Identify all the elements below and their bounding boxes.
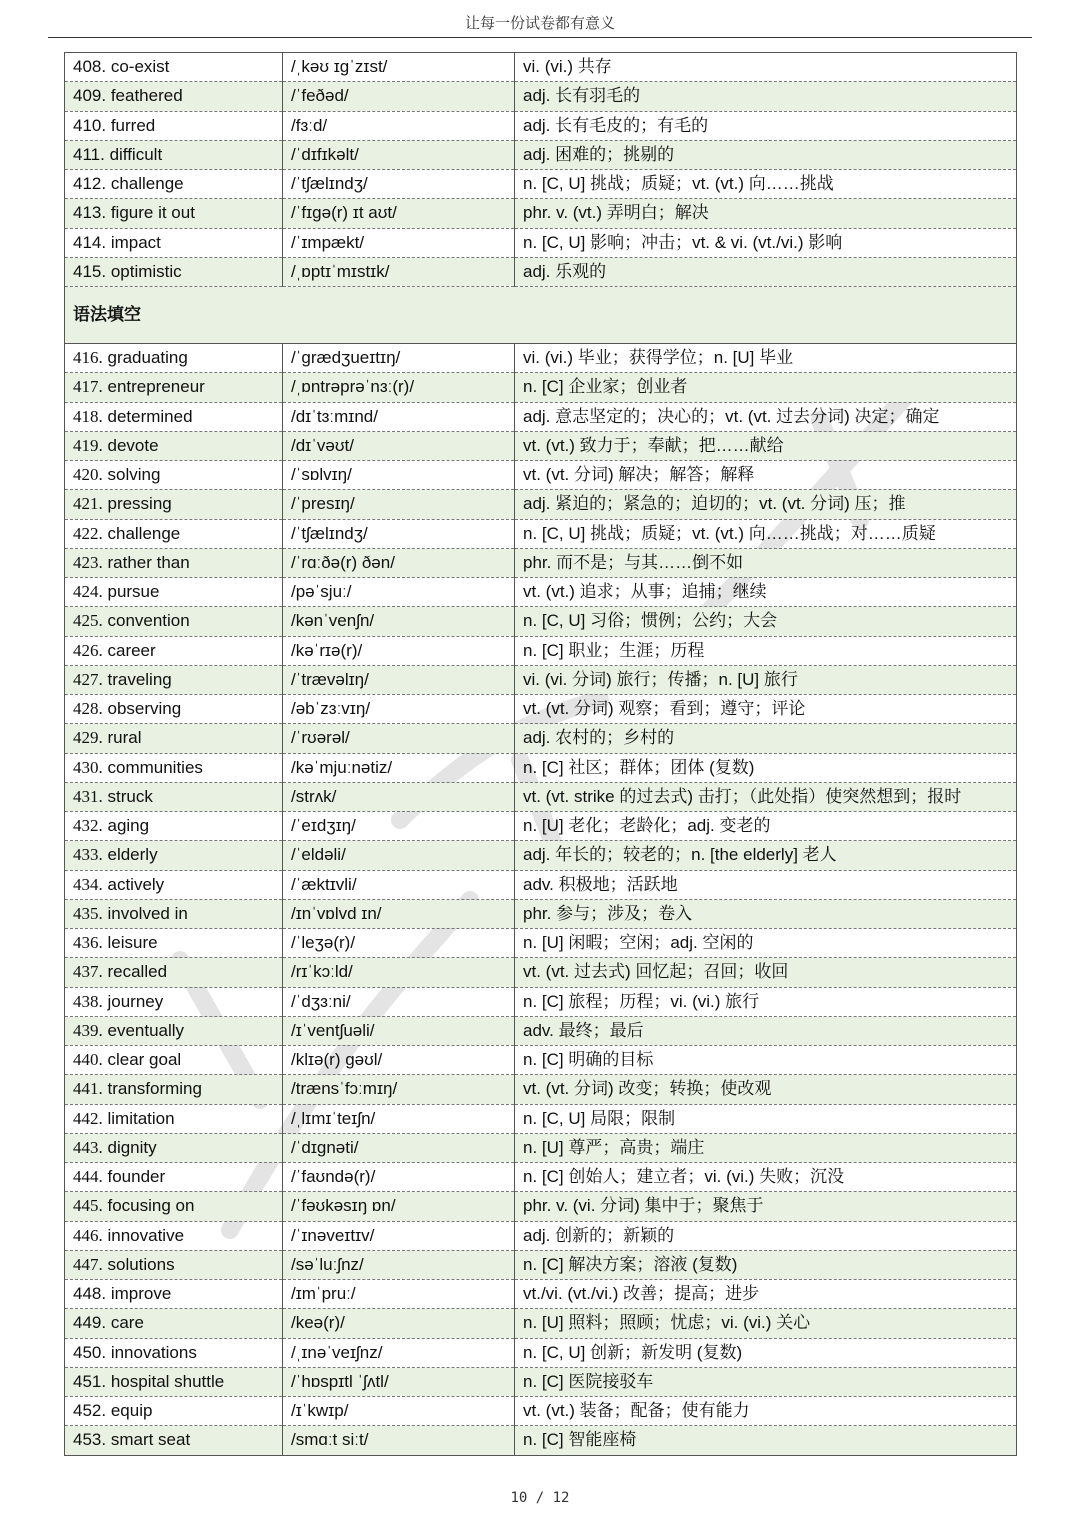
meaning-cell: vt. (vt. strike 的过去式) 击打；（此处指）使突然想到；报时 [515,782,1017,811]
meaning-cell: n. [U] 照料；照顾；忧虑；vi. (vi.) 关心 [515,1309,1017,1338]
table-row [65,665,1017,694]
word-cell [65,1367,283,1396]
entry-number: 428. [73,699,103,719]
table-row [65,548,1017,577]
word-cell [65,724,283,753]
entry-word: improve [110,1284,172,1304]
table-row [65,82,1017,111]
page-header: 让每一份试卷都有意义 [464,14,615,32]
meaning-cell: phr. 而不是；与其……倒不如 [515,548,1017,577]
word-cell [65,228,283,257]
entry-number: 409. [73,86,107,106]
entry-number: 449. [73,1313,107,1333]
table-row [65,1280,1017,1309]
word-cell [65,695,283,724]
entry-word: furred [110,115,156,135]
phonetic-cell: /ˌɒptɪˈmɪstɪk/ [283,257,515,286]
word-cell [65,402,283,431]
entry-number: 445. [73,1196,103,1216]
phonetic-cell: /ˈtrævəlɪŋ/ [283,665,515,694]
entry-word: impact [110,232,161,252]
table-row [65,870,1017,899]
meaning-cell: n. [C, U] 挑战；质疑；vt. (vt.) 向……挑战 [515,170,1017,199]
table-row [65,519,1017,548]
entry-number: 410. [73,115,107,135]
word-cell [65,1192,283,1221]
entry-word: communities [107,757,203,777]
entry-word: challenge [107,523,181,543]
section-title: 语法填空 [65,287,1017,344]
table-row [65,1104,1017,1133]
entry-number: 420. [73,465,103,485]
table-row [65,1163,1017,1192]
entry-word: limitation [107,1108,175,1128]
page-indicator: 10 / 12 [510,1490,570,1506]
meaning-cell: n. [C, U] 局限；限制 [515,1104,1017,1133]
meaning-cell: n. [C, U] 影响；冲击；vt. & vi. (vt./vi.) 影响 [515,228,1017,257]
entry-word: involved in [107,903,188,923]
entry-word: innovations [110,1342,197,1362]
entry-number: 424. [73,582,103,602]
entry-word: feathered [110,86,183,106]
table-row [65,987,1017,1016]
table-row [65,1016,1017,1045]
entry-word: co-exist [110,57,170,77]
table-row [65,1338,1017,1367]
table-row [65,228,1017,257]
entry-word: founder [107,1167,166,1187]
word-cell [65,490,283,519]
table-row [65,1221,1017,1250]
phonetic-cell: /ˈtʃælɪndʒ/ [283,519,515,548]
phonetic-cell: /ˈæktɪvli/ [283,870,515,899]
entry-number: 418. [73,406,103,426]
entry-word: clear goal [107,1050,182,1070]
phonetic-cell: /kəˈrɪə(r)/ [283,636,515,665]
meaning-cell: vi. (vi.) 毕业；获得学位；n. [U] 毕业 [515,344,1017,373]
word-cell [65,782,283,811]
word-cell [65,929,283,958]
header-rule [48,37,1032,38]
entry-number: 425. [73,611,103,631]
table-row [65,170,1017,199]
entry-number: 448. [73,1284,107,1304]
phonetic-cell: /ɪˈventʃuəli/ [283,1016,515,1045]
meaning-cell: adj. 紧迫的；紧急的；迫切的；vt. (vt. 分词) 压；推 [515,490,1017,519]
entry-number: 441. [73,1079,103,1099]
meaning-cell: adj. 乐观的 [515,257,1017,286]
word-cell [65,1075,283,1104]
table-row [65,782,1017,811]
entry-word: leisure [107,933,158,953]
entry-number: 434. [73,874,103,894]
entry-number: 438. [73,991,103,1011]
phonetic-cell: /ˈdɪfɪkəlt/ [283,140,515,169]
word-cell [65,1338,283,1367]
entry-number: 417. [73,377,103,397]
phonetic-cell: /dɪˈtɜːmɪnd/ [283,402,515,431]
table-row [65,695,1017,724]
phonetic-cell: /keə(r)/ [283,1309,515,1338]
entry-number: 451. [73,1371,107,1391]
meaning-cell: vt. (vt.) 致力于；奉献；把……献给 [515,431,1017,460]
entry-number: 415. [73,261,107,281]
meaning-cell: n. [C] 解决方案；溶液 (复数) [515,1250,1017,1279]
entry-word: recalled [107,962,168,982]
phonetic-cell: /trænsˈfɔːmɪŋ/ [283,1075,515,1104]
entry-word: struck [107,786,153,806]
meaning-cell: n. [C, U] 挑战；质疑；vt. (vt.) 向……挑战；对……质疑 [515,519,1017,548]
table-row [65,578,1017,607]
phonetic-cell: /ˈsɒlvɪŋ/ [283,461,515,490]
table-row [65,929,1017,958]
meaning-cell: n. [C] 社区；群体；团体 (复数) [515,753,1017,782]
word-cell [65,519,283,548]
meaning-cell: vt./vi. (vt./vi.) 改善；提高；进步 [515,1280,1017,1309]
meaning-cell: adj. 意志坚定的；决心的；vt. (vt. 过去分词) 决定；确定 [515,402,1017,431]
phonetic-cell: /klɪə(r) ɡəʊl/ [283,1046,515,1075]
entry-word: care [110,1313,144,1333]
phonetic-cell: /pəˈsjuː/ [283,578,515,607]
word-cell [65,899,283,928]
entry-number: 414. [73,232,107,252]
phonetic-cell: /ˈɪmpækt/ [283,228,515,257]
entry-number: 452. [73,1401,107,1421]
word-cell [65,199,283,228]
word-cell [65,82,283,111]
entry-number: 430. [73,757,103,777]
table-row [65,753,1017,782]
entry-number: 433. [73,845,103,865]
entry-number: 439. [73,1020,103,1040]
phonetic-cell: /kənˈvenʃn/ [283,607,515,636]
entry-word: traveling [107,669,172,689]
meaning-cell: n. [C] 职业；生涯；历程 [515,636,1017,665]
phonetic-cell: /ˈtʃælɪndʒ/ [283,170,515,199]
phonetic-cell: /ˌɪnəˈveɪʃnz/ [283,1338,515,1367]
meaning-cell: n. [C, U] 习俗；惯例；公约；大会 [515,607,1017,636]
meaning-cell: adj. 创新的；新颖的 [515,1221,1017,1250]
phonetic-cell: /ˈfəʊkəsɪŋ ɒn/ [283,1192,515,1221]
table-row [65,1046,1017,1075]
phonetic-cell: /əbˈzɜːvɪŋ/ [283,695,515,724]
entry-word: equip [110,1401,153,1421]
entry-number: 440. [73,1050,103,1070]
entry-word: rather than [107,552,190,572]
phonetic-cell: /ˈdɪɡnəti/ [283,1133,515,1162]
phonetic-cell: /dɪˈvəʊt/ [283,431,515,460]
meaning-cell: adj. 困难的；挑剔的 [515,140,1017,169]
meaning-cell: vi. (vi. 分词) 旅行；传播；n. [U] 旅行 [515,665,1017,694]
word-cell [65,812,283,841]
table-row [65,1133,1017,1162]
phonetic-cell: /ˈeldəli/ [283,841,515,870]
meaning-cell: n. [U] 闲暇；空闲；adj. 空闲的 [515,929,1017,958]
table-row [65,1250,1017,1279]
phonetic-cell: /ˈfeðəd/ [283,82,515,111]
phonetic-cell: /ɪˈkwɪp/ [283,1397,515,1426]
entry-number: 427. [73,669,103,689]
table-row [65,344,1017,373]
entry-word: smart seat [110,1430,191,1450]
word-cell [65,753,283,782]
word-cell [65,1280,283,1309]
entry-word: hospital shuttle [110,1371,225,1391]
meaning-cell: n. [C] 旅程；历程；vi. (vi.) 旅行 [515,987,1017,1016]
entry-number: 412. [73,174,107,194]
meaning-cell: phr. v. (vt.) 弄明白；解决 [515,199,1017,228]
word-cell [65,257,283,286]
meaning-cell: n. [C, U] 创新；新发明 (复数) [515,1338,1017,1367]
entry-number: 423. [73,552,103,572]
table-row [65,257,1017,286]
meaning-cell: n. [U] 老化；老龄化；adj. 变老的 [515,812,1017,841]
entry-number: 408. [73,57,107,77]
meaning-cell: vi. (vi.) 共存 [515,53,1017,82]
table-row [65,1426,1017,1455]
vocabulary-table [64,52,1017,1456]
word-cell [65,140,283,169]
entry-number: 453. [73,1430,107,1450]
table-row [65,724,1017,753]
entry-word: entrepreneur [107,377,205,397]
meaning-cell: vt. (vt. 过去式) 回忆起；召回；收回 [515,958,1017,987]
word-cell [65,1397,283,1426]
entry-number: 413. [73,203,107,223]
entry-word: observing [107,699,182,719]
meaning-cell: phr. 参与；涉及；卷入 [515,899,1017,928]
word-cell [65,373,283,402]
entry-number: 431. [73,786,103,806]
entry-word: challenge [110,174,184,194]
phonetic-cell: /fɜːd/ [283,111,515,140]
table-row [65,958,1017,987]
meaning-cell: vt. (vt.) 装备；配备；使有能力 [515,1397,1017,1426]
word-cell [65,607,283,636]
phonetic-cell: /ˌlɪmɪˈteɪʃn/ [283,1104,515,1133]
meaning-cell: n. [C] 企业家；创业者 [515,373,1017,402]
table-row [65,111,1017,140]
table-row [65,899,1017,928]
section-header-row [65,287,1017,344]
table-row [65,841,1017,870]
meaning-cell: n. [C] 医院接驳车 [515,1367,1017,1396]
phonetic-cell: /ˈrʊərəl/ [283,724,515,753]
word-cell [65,665,283,694]
meaning-cell: adj. 长有羽毛的 [515,82,1017,111]
table-row [65,490,1017,519]
entry-word: convention [107,611,190,631]
phonetic-cell: /ɪmˈpruː/ [283,1280,515,1309]
meaning-cell: adj. 农村的；乡村的 [515,724,1017,753]
entry-word: dignity [107,1137,157,1157]
entry-number: 416. [73,348,103,368]
word-cell [65,578,283,607]
table-row [65,373,1017,402]
phonetic-cell: /strʌk/ [283,782,515,811]
phonetic-cell: /ˈeɪdʒɪŋ/ [283,812,515,841]
word-cell [65,636,283,665]
table-row [65,1192,1017,1221]
phonetic-cell: /səˈluːʃnz/ [283,1250,515,1279]
phonetic-cell: /kəˈmjuːnətiz/ [283,753,515,782]
word-cell [65,870,283,899]
entry-number: 436. [73,933,103,953]
meaning-cell: n. [C] 智能座椅 [515,1426,1017,1455]
meaning-cell: vt. (vt. 分词) 观察；看到；遵守；评论 [515,695,1017,724]
entry-number: 446. [73,1225,103,1245]
entry-number: 437. [73,962,103,982]
entry-word: innovative [107,1225,185,1245]
entry-number: 422. [73,523,103,543]
entry-word: focusing on [107,1196,195,1216]
entry-number: 450. [73,1342,107,1362]
phonetic-cell: /ˈleʒə(r)/ [283,929,515,958]
word-cell [65,53,283,82]
word-cell [65,1133,283,1162]
meaning-cell: n. [C] 创始人；建立者；vi. (vi.) 失败；沉没 [515,1163,1017,1192]
phonetic-cell: /ˈɪnəveɪtɪv/ [283,1221,515,1250]
word-cell [65,1046,283,1075]
entry-word: eventually [107,1020,185,1040]
entry-word: solutions [107,1254,175,1274]
entry-number: 429. [73,728,103,748]
word-cell [65,431,283,460]
word-cell [65,1426,283,1455]
phonetic-cell: /ˌɒntrəprəˈnɜː(r)/ [283,373,515,402]
phonetic-cell: /ˈɡrædʒueɪtɪŋ/ [283,344,515,373]
word-cell [65,1309,283,1338]
phonetic-cell: /ɪnˈvɒlvd ɪn/ [283,899,515,928]
word-cell [65,170,283,199]
phonetic-cell: /rɪˈkɔːld/ [283,958,515,987]
table-row [65,1075,1017,1104]
meaning-cell: adv. 积极地；活跃地 [515,870,1017,899]
phonetic-cell: /ˈhɒspɪtl ˈʃʌtl/ [283,1367,515,1396]
phonetic-cell: /ˈdʒɜːni/ [283,987,515,1016]
phonetic-cell: /smɑːt siːt/ [283,1426,515,1455]
table-row [65,140,1017,169]
entry-word: journey [107,991,164,1011]
entry-word: career [107,640,156,660]
entry-word: difficult [109,144,163,164]
entry-number: 442. [73,1108,103,1128]
table-row [65,431,1017,460]
entry-number: 421. [73,494,103,514]
entry-word: aging [107,816,150,836]
meaning-cell: adj. 长有毛皮的；有毛的 [515,111,1017,140]
entry-word: devote [107,435,159,455]
word-cell [65,1163,283,1192]
word-cell [65,841,283,870]
meaning-cell: vt. (vt.) 追求；从事；追捕；继续 [515,578,1017,607]
entry-word: elderly [107,845,158,865]
meaning-cell: vt. (vt. 分词) 解决；解答；解释 [515,461,1017,490]
entry-number: 443. [73,1137,103,1157]
entry-word: optimistic [110,261,182,281]
word-cell [65,1250,283,1279]
entry-word: pursue [107,582,160,602]
meaning-cell: phr. v. (vi. 分词) 集中于；聚焦于 [515,1192,1017,1221]
phonetic-cell: /ˈrɑːðə(r) ðən/ [283,548,515,577]
entry-number: 432. [73,816,103,836]
table-row [65,1309,1017,1338]
word-cell [65,344,283,373]
table-row [65,607,1017,636]
word-cell [65,548,283,577]
table-row [65,461,1017,490]
entry-word: graduating [107,348,188,368]
entry-number: 426. [73,640,103,660]
table-row [65,1397,1017,1426]
table-row [65,636,1017,665]
entry-word: pressing [107,494,172,514]
entry-number: 411. [73,144,105,164]
entry-number: 447. [73,1254,103,1274]
meaning-cell: n. [U] 尊严；高贵；端庄 [515,1133,1017,1162]
table-row [65,53,1017,82]
entry-number: 435. [73,903,103,923]
table-row [65,1367,1017,1396]
word-cell [65,1016,283,1045]
table-row [65,812,1017,841]
meaning-cell: n. [C] 明确的目标 [515,1046,1017,1075]
table-row [65,402,1017,431]
entry-number: 419. [73,435,103,455]
word-cell [65,111,283,140]
word-cell [65,987,283,1016]
entry-word: transforming [107,1079,202,1099]
phonetic-cell: /ˈfɪɡə(r) ɪt aʊt/ [283,199,515,228]
entry-word: solving [107,465,161,485]
table-row [65,199,1017,228]
entry-word: figure it out [110,203,195,223]
entry-word: determined [107,406,193,426]
meaning-cell: vt. (vt. 分词) 改变；转换；使改观 [515,1075,1017,1104]
word-cell [65,1221,283,1250]
phonetic-cell: /ˌkəʊ ɪɡˈzɪst/ [283,53,515,82]
word-cell [65,958,283,987]
meaning-cell: adv. 最终；最后 [515,1016,1017,1045]
entry-number: 444. [73,1167,103,1187]
meaning-cell: adj. 年长的；较老的；n. [the elderly] 老人 [515,841,1017,870]
word-cell [65,461,283,490]
phonetic-cell: /ˈfaʊndə(r)/ [283,1163,515,1192]
entry-word: rural [107,728,142,748]
word-cell [65,1104,283,1133]
phonetic-cell: /ˈpresɪŋ/ [283,490,515,519]
entry-word: actively [107,874,165,894]
